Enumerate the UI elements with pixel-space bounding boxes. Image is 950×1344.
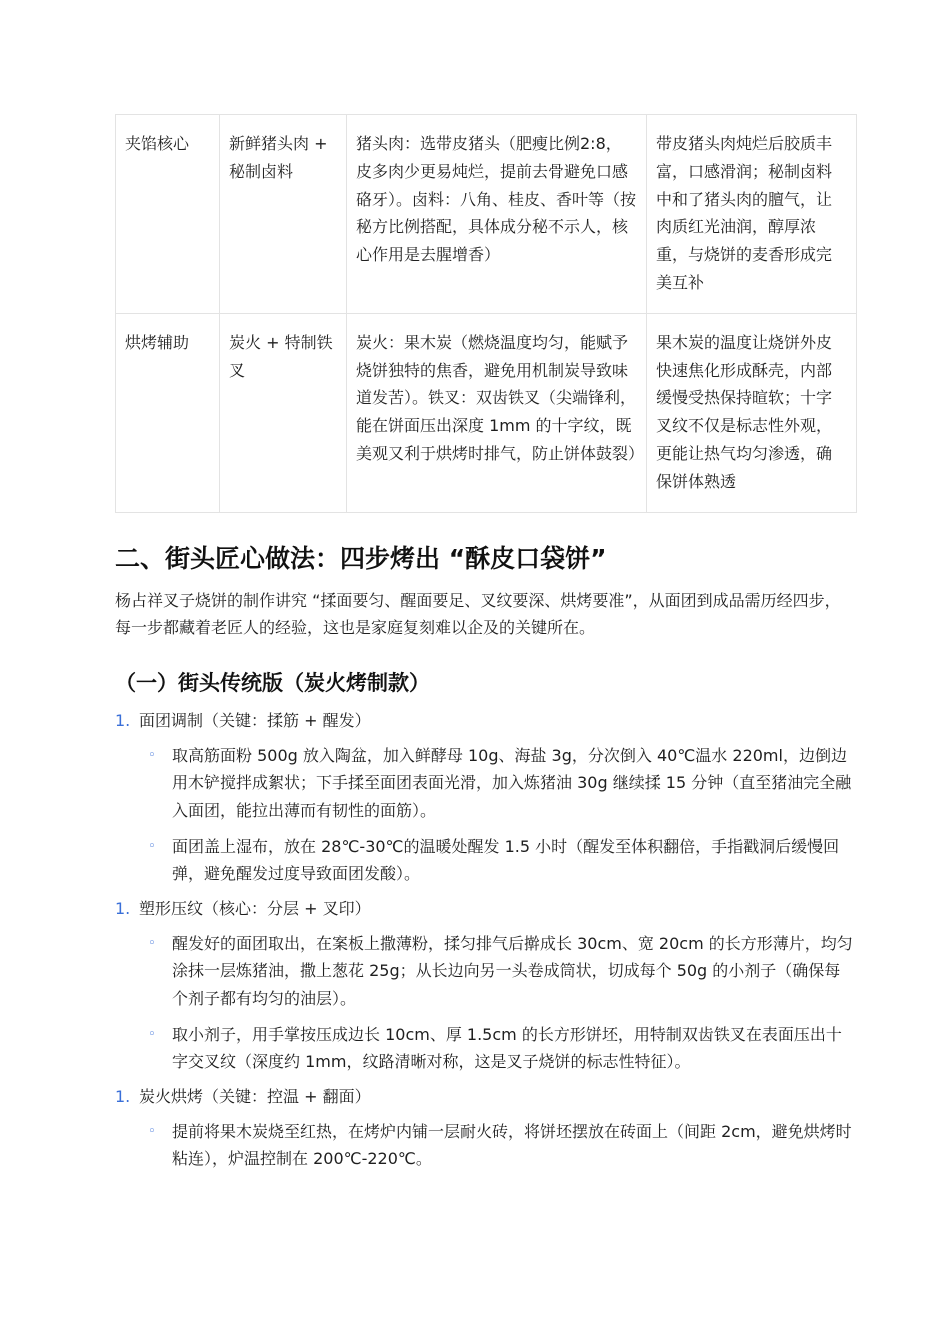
- step-title: 炭火烘烤（关键：控温 + 翻面）: [139, 1086, 371, 1106]
- step-item: [115, 1084, 856, 1173]
- bullet-text: 提前将果木炭烧至红热，在烤炉内铺一层耐火砖，将饼坯摆放在砖面上（间距 2cm，避免烘烤时粘连），炉温控制在 200℃-220℃。: [172, 1121, 852, 1169]
- step-bullet-list: [115, 1118, 856, 1173]
- step-title: 面团调制（关键：揉筋 + 醒发）: [139, 710, 371, 730]
- table-cell-material: 新鲜猪头肉 + 秘制卤料: [220, 115, 347, 314]
- table-row: [116, 115, 857, 314]
- table-cell-detail: 炭火：果木炭（燃烧温度均匀，能赋予烧饼独特的焦香，避免用机制炭导致味道发苦）。铁叉：双齿铁叉（尖端锋利，能在饼面压出深度 1mm 的十字纹，既美观又利于烘烤时排气，防止饼体鼓裂）: [347, 313, 647, 512]
- step-bullet-list: [115, 742, 856, 888]
- subsection-heading: （一）街头传统版（炭火烤制款）: [115, 670, 430, 695]
- table-cell-category: 烘烤辅助: [116, 313, 220, 512]
- list-item: [115, 1021, 856, 1076]
- ingredient-table: [115, 114, 857, 513]
- step-number: 1.: [115, 898, 131, 918]
- table-cell-effect: 果木炭的温度让烧饼外皮快速焦化形成酥壳，内部缓慢受热保持暄软；十字叉纹不仅是标志性外观，更能让热气均匀渗透，确保饼体熟透: [647, 313, 857, 512]
- section-heading: 二、街头匠心做法：四步烤出 “酥皮口袋饼”: [115, 543, 607, 573]
- section-intro-paragraph: 杨占祥叉子烧饼的制作讲究 “揉面要匀、醒面要足、叉纹要深、烘烤要准”，从面团到成品需历经四步，每一步都藏着老匠人的经验，这也是家庭复刻难以企及的关键所在。: [115, 590, 841, 638]
- table-cell-effect: 带皮猪头肉炖烂后胶质丰富，口感滑润；秘制卤料中和了猪头肉的膻气，让肉质红光油润，醇厚浓重，与烧饼的麦香形成完美互补: [647, 115, 857, 314]
- list-item: [115, 742, 856, 825]
- step-item: [115, 708, 856, 888]
- step-number: 1.: [115, 1086, 131, 1106]
- list-item: [115, 1118, 856, 1173]
- list-item: [115, 930, 856, 1013]
- hollow-circle-bullet-icon: ◦: [148, 1026, 156, 1042]
- step-number: 1.: [115, 710, 131, 730]
- table-row: [116, 313, 857, 512]
- table-cell-category: 夹馅核心: [116, 115, 220, 314]
- hollow-circle-bullet-icon: ◦: [148, 935, 156, 951]
- bullet-text: 面团盖上湿布，放在 28℃-30℃的温暖处醒发 1.5 小时（醒发至体积翻倍，手指戳洞后缓慢回弹，避免醒发过度导致面团发酸）。: [172, 836, 840, 884]
- step-bullet-list: [115, 930, 856, 1076]
- hollow-circle-bullet-icon: ◦: [148, 747, 156, 763]
- bullet-text: 取高筋面粉 500g 放入陶盆，加入鲜酵母 10g、海盐 3g，分次倒入 40℃温水 220ml，边倒边用木铲搅拌成絮状；下手揉至面团表面光滑，加入炼猪油 30g 继续揉 15 分钟（直至猪油完全融入面团，能拉出薄而有韧性的面筋）。: [172, 745, 852, 820]
- hollow-circle-bullet-icon: ◦: [148, 1123, 156, 1139]
- bullet-text: 醒发好的面团取出，在案板上撒薄粉，揉匀排气后擀成长 30cm、宽 20cm 的长方形薄片，均匀涂抹一层炼猪油，撒上葱花 25g；从长边向另一头卷成筒状，切成每个 50g 的小剂子（确保每个剂子都有均匀的油层）。: [172, 933, 853, 1008]
- document-page: [115, 114, 856, 1173]
- bullet-text: 取小剂子，用手掌按压成边长 10cm、厚 1.5cm 的长方形饼坯，用特制双齿铁叉在表面压出十字交叉纹（深度约 1mm，纹路清晰对称，这是叉子烧饼的标志性特征）。: [172, 1024, 842, 1072]
- table-cell-detail: 猪头肉：选带皮猪头（肥瘦比例2:8，皮多肉少更易炖烂，提前去骨避免口感硌牙）。卤料：八角、桂皮、香叶等（按秘方比例搭配，具体成分秘不示人，核心作用是去腥增香）: [347, 115, 647, 314]
- step-title: 塑形压纹（核心：分层 + 叉印）: [139, 898, 371, 918]
- list-item: [115, 833, 856, 888]
- table-cell-material: 炭火 + 特制铁叉: [220, 313, 347, 512]
- hollow-circle-bullet-icon: ◦: [148, 838, 156, 854]
- step-item: [115, 896, 856, 1076]
